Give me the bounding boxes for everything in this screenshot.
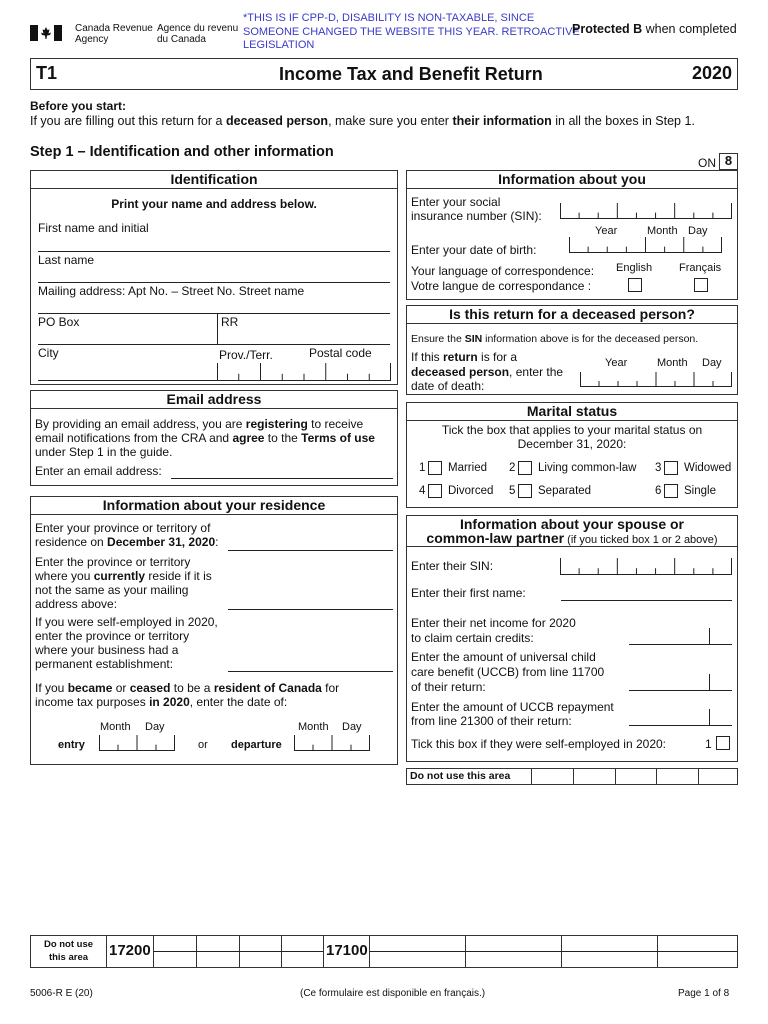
- mailing-address-label: Mailing address: Apt No. – Street No. Street name: [38, 284, 305, 298]
- do-not-use-area-right: [406, 768, 738, 785]
- identification-title: Identification: [31, 171, 397, 189]
- step1-heading: Step 1 – Identification and other information: [30, 144, 334, 160]
- about-you-section: [406, 170, 738, 300]
- email-consent-text: By providing an email address, you are registering to receive email notifications from the CRA and agree to the Terms of use under Step 1 in the guide.: [35, 417, 375, 459]
- marital-option-number: 5: [509, 485, 516, 497]
- row-divider: [369, 951, 737, 952]
- rr-label: RR: [221, 315, 239, 329]
- residence-dec31-input[interactable]: [228, 550, 393, 551]
- spouse-uccb-label: Enter the amount of universal child care benefit (UCCB) from line 11700 of their return:: [411, 650, 605, 694]
- death-month-label: Month: [657, 357, 688, 369]
- marital-option-label: Married: [448, 462, 487, 474]
- po-rr-divider: [217, 313, 218, 344]
- dob-input[interactable]: [569, 237, 722, 253]
- entry-label: entry: [58, 739, 85, 751]
- spouse-title: Information about your spouse or common-law partner (if you ticked box 1 or 2 above): [407, 516, 737, 547]
- french-checkbox[interactable]: [694, 278, 708, 292]
- spouse-net-income-label: Enter their net income for 2020 to claim certain credits:: [411, 616, 576, 645]
- marital-title: Marital status: [407, 403, 737, 421]
- annotation-note: *THIS IS IF CPP-D, DISABILITY IS NON-TAXABLE, SINCE SOMEONE CHANGED THE WEBSITE THIS YEAR. RETROACTIVE LEGISLATION: [243, 12, 580, 51]
- marital-option-label: Living common-law: [538, 462, 637, 474]
- dob-day-label: Day: [688, 225, 708, 237]
- po-box-input[interactable]: [38, 344, 390, 345]
- marital-option-number: 1: [419, 462, 426, 474]
- before-start-text: If you are filling out this return for a deceased person, make sure you enter their information in all the boxes in Step 1.: [30, 114, 695, 128]
- marital-option-label: Single: [684, 485, 716, 497]
- marital-checkbox[interactable]: [664, 484, 678, 498]
- cents-divider: [709, 628, 710, 644]
- reserved-cell: [531, 769, 532, 784]
- last-name-label: Last name: [38, 253, 95, 267]
- last-name-input[interactable]: [38, 282, 390, 283]
- departure-month-label: Month: [298, 721, 329, 733]
- postal-code-label: Postal code: [309, 346, 372, 360]
- about-you-title: Information about you: [407, 171, 737, 189]
- email-section: [30, 390, 398, 486]
- cents-divider: [709, 674, 710, 690]
- current-residence-label: Enter the province or territory where you currently reside if it is not the same as your mailing address above:: [35, 555, 212, 611]
- form-id: 5006-R E (20): [30, 988, 93, 999]
- dob-year-label: Year: [595, 225, 618, 237]
- sin-input[interactable]: [560, 203, 732, 219]
- first-name-input[interactable]: [38, 251, 390, 252]
- current-residence-input[interactable]: [228, 609, 393, 610]
- date-of-death-label: If this return is for a deceased person, enter the date of death:: [411, 350, 564, 393]
- reserved-cell: [323, 936, 324, 967]
- do-not-use-label: Do not use this area: [410, 770, 511, 782]
- code-17200: 17200: [109, 942, 151, 959]
- identification-section: [30, 170, 398, 385]
- marital-instruction: Tick the box that applies to your marital status on December 31, 2020:: [441, 423, 703, 451]
- spouse-uccb-repayment-label: Enter the amount of UCCB repayment from line 21300 of their return:: [411, 700, 614, 728]
- residence-title: Information about your residence: [31, 497, 397, 515]
- agency-name-fr: Agence du revenu du Canada: [157, 23, 239, 45]
- marital-option-label: Divorced: [448, 485, 494, 497]
- spouse-net-income-input[interactable]: [629, 644, 732, 645]
- po-box-label: PO Box: [38, 315, 80, 329]
- business-province-input[interactable]: [228, 671, 393, 672]
- language-label: Your language of correspondence: Votre langue de correspondance :: [411, 264, 595, 293]
- spouse-first-name-label: Enter their first name:: [411, 586, 526, 600]
- spouse-sin-label: Enter their SIN:: [411, 559, 494, 573]
- first-name-label: First name and initial: [38, 221, 149, 235]
- spouse-self-employed-number: 1: [705, 737, 712, 751]
- english-checkbox[interactable]: [628, 278, 642, 292]
- deceased-title: Is this return for a deceased person?: [407, 306, 737, 324]
- spouse-self-employed-label: Tick this box if they were self-employed in 2020:: [411, 737, 667, 751]
- email-title: Email address: [31, 391, 397, 409]
- residency-change-label: If you became or ceased to be a resident of Canada for income tax purposes in 2020, enter the date of:: [35, 681, 340, 709]
- residence-dec31-label: Enter your province or territory of residence on December 31, 2020:: [35, 521, 219, 549]
- prov-label: Prov./Terr.: [219, 348, 273, 362]
- protected-b-label: Protected B when completed: [572, 22, 737, 36]
- departure-day-label: Day: [342, 721, 362, 733]
- form-number: T1: [36, 63, 58, 83]
- tax-year: 2020: [691, 63, 732, 83]
- code-17100: 17100: [326, 942, 368, 959]
- entry-day-label: Day: [145, 721, 165, 733]
- province-code-label: ON: [698, 156, 716, 170]
- entry-month-label: Month: [100, 721, 131, 733]
- marital-option-number: 3: [655, 462, 662, 474]
- english-label: English: [616, 262, 653, 274]
- marital-checkbox[interactable]: [518, 461, 532, 475]
- marital-status-section: [406, 402, 738, 508]
- prov-postal-code-input[interactable]: [217, 363, 391, 381]
- reserved-cell: [698, 769, 699, 784]
- deceased-section: [406, 305, 738, 395]
- bottom-do-not-use-label: Do not use this area: [43, 939, 94, 963]
- spouse-uccb-input[interactable]: [629, 690, 732, 691]
- marital-checkbox[interactable]: [428, 461, 442, 475]
- french-availability-note: (Ce formulaire est disponible en français.): [300, 988, 486, 999]
- email-input[interactable]: [171, 478, 393, 479]
- entry-date-input[interactable]: [99, 735, 175, 751]
- do-not-use-area-bottom: [30, 935, 738, 968]
- spouse-self-employed-checkbox[interactable]: [716, 736, 730, 750]
- departure-date-input[interactable]: [294, 735, 370, 751]
- before-start-heading: Before you start:: [30, 99, 127, 113]
- print-instruction: Print your name and address below.: [111, 197, 317, 211]
- spouse-uccb-repayment-input[interactable]: [629, 725, 732, 726]
- marital-option-label: Separated: [538, 485, 592, 497]
- or-label: or: [198, 739, 208, 751]
- marital-checkbox[interactable]: [518, 484, 532, 498]
- title-bar: [30, 58, 738, 90]
- spouse-sin-input[interactable]: [560, 558, 732, 575]
- row-divider: [153, 951, 323, 952]
- email-label: Enter an email address:: [35, 464, 162, 478]
- agency-name-en: Canada Revenue Agency: [75, 23, 153, 45]
- departure-label: departure: [231, 739, 282, 751]
- reserved-cell: [656, 769, 657, 784]
- ensure-sin-note: Ensure the SIN information above is for the deceased person.: [411, 333, 699, 345]
- business-province-label: If you were self-employed in 2020, enter the province or territory where your business had a permanent establishment:: [35, 615, 218, 671]
- canada-flag-logo: [30, 25, 62, 41]
- death-year-label: Year: [605, 357, 628, 369]
- marital-checkbox[interactable]: [664, 461, 678, 475]
- city-input[interactable]: [38, 380, 217, 381]
- dob-month-label: Month: [647, 225, 678, 237]
- marital-option-number: 6: [655, 485, 662, 497]
- province-code-box: 8: [719, 153, 738, 170]
- death-day-label: Day: [702, 357, 722, 369]
- spouse-section: [406, 515, 738, 762]
- reserved-cell: [106, 936, 107, 967]
- marital-option-number: 4: [419, 485, 426, 497]
- spouse-first-name-input[interactable]: [561, 600, 732, 601]
- marital-checkbox[interactable]: [428, 484, 442, 498]
- reserved-cell: [615, 769, 616, 784]
- reserved-cell: [573, 769, 574, 784]
- date-of-death-input[interactable]: [580, 372, 732, 387]
- marital-option-label: Widowed: [684, 462, 732, 474]
- mailing-address-input[interactable]: [38, 313, 390, 314]
- cents-divider: [709, 709, 710, 725]
- dob-label: Enter your date of birth:: [411, 243, 537, 257]
- marital-option-number: 2: [509, 462, 516, 474]
- sin-label: Enter your social insurance number (SIN):: [411, 195, 542, 223]
- page-number: Page 1 of 8: [678, 988, 730, 999]
- french-label: Français: [679, 262, 722, 274]
- city-label: City: [38, 346, 59, 360]
- form-title: Income Tax and Benefit Return: [279, 64, 543, 84]
- residence-section: [30, 496, 398, 765]
